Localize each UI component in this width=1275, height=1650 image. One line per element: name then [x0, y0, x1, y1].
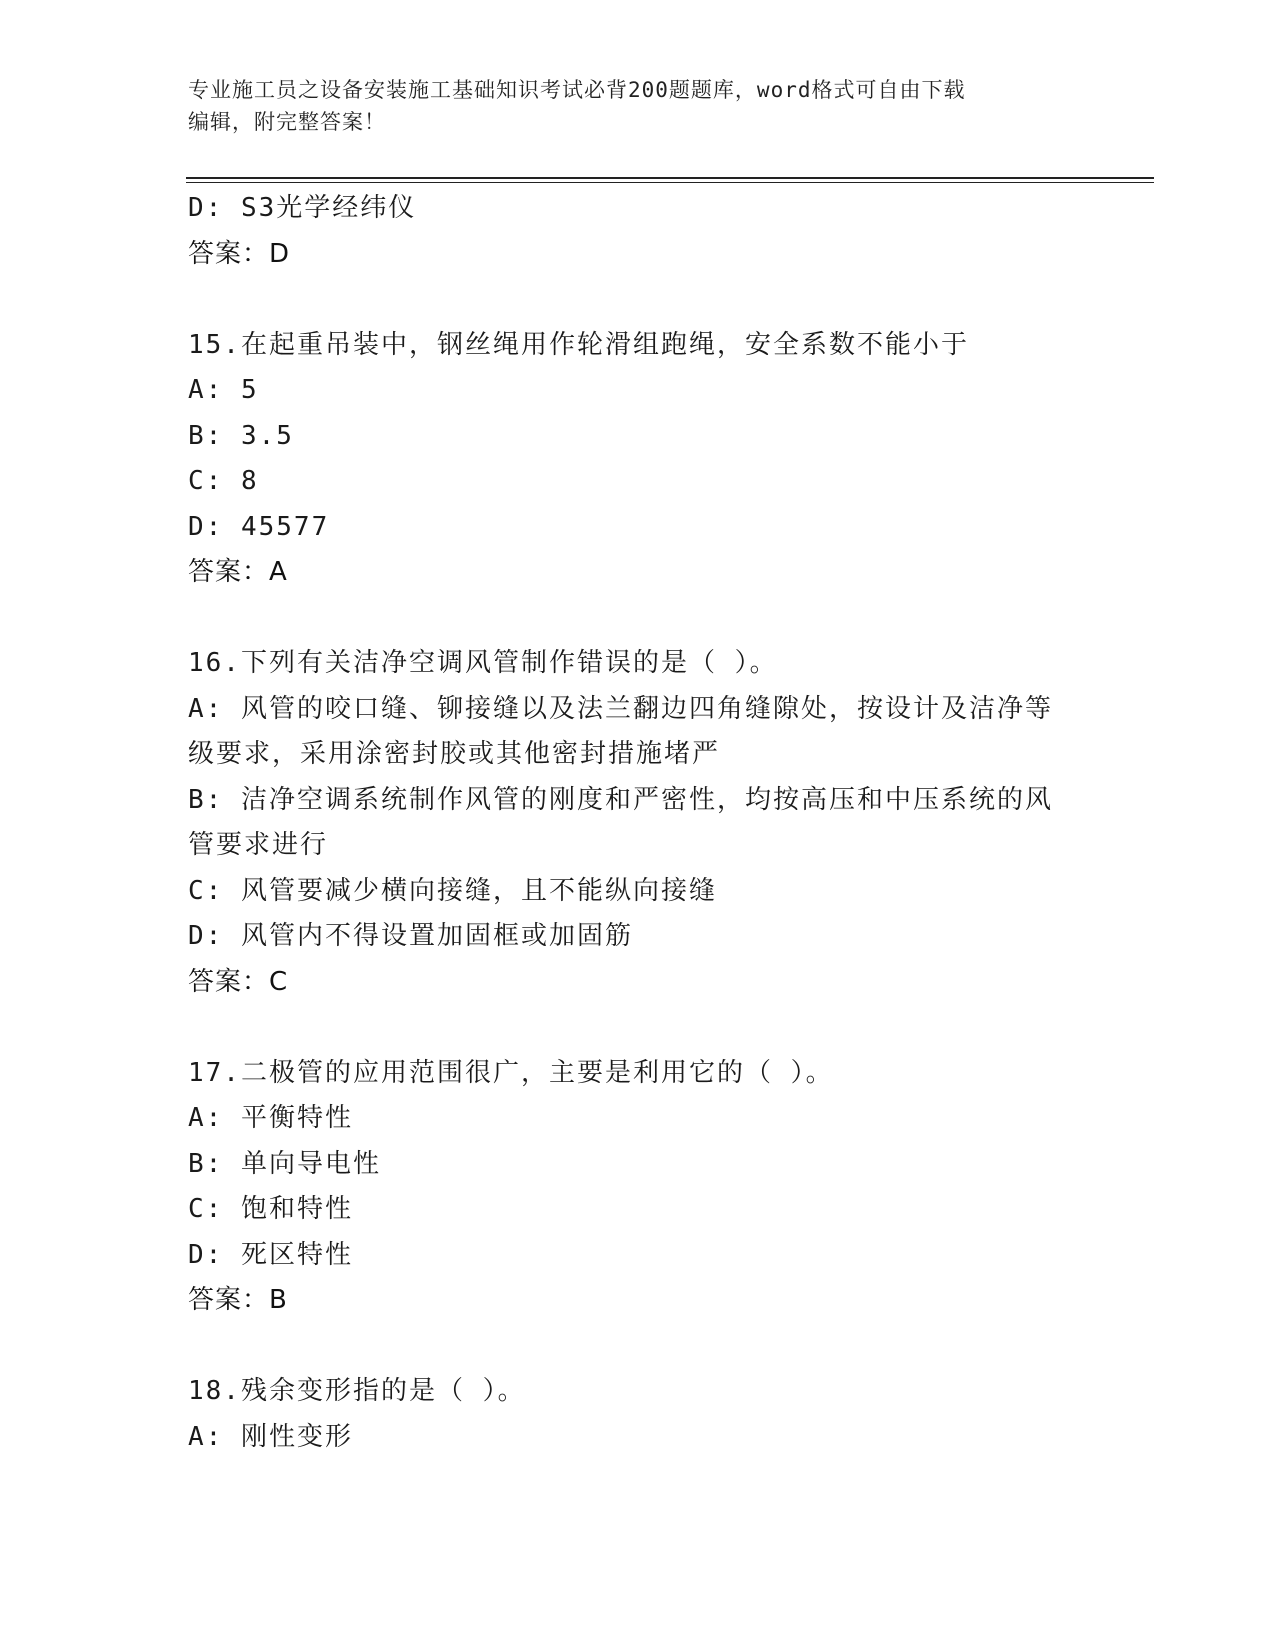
question-text: 16.下列有关洁净空调风管制作错误的是（ ）。 [188, 648, 778, 678]
question-block-18 [188, 1369, 1078, 1460]
option-a-line-1: A: 风管的咬口缝、铆接缝以及法兰翻边四角缝隙处，按设计及洁净等 [188, 693, 1053, 724]
question-list [188, 186, 1078, 1460]
option-b: B: 单向导电性 [188, 1148, 381, 1179]
question-block-15 [188, 323, 1078, 596]
option-a-line-2: 级要求，采用涂密封胶或其他密封措施堵严 [188, 739, 721, 769]
spacer [188, 1324, 1078, 1370]
spacer [188, 1005, 1078, 1051]
option-c: C: 风管要减少横向接缝，且不能纵向接缝 [188, 875, 717, 906]
question-text: 17.二极管的应用范围很广，主要是利用它的（ ）。 [188, 1057, 834, 1088]
header-divider-thick [186, 177, 1154, 179]
option-d: D: 45577 [188, 511, 330, 542]
question-text: 15.在起重吊装中，钢丝绳用作轮滑组跑绳，安全系数不能小于 [188, 329, 969, 360]
option-b: B: 3.5 [188, 420, 294, 451]
option-d: D: 风管内不得设置加固框或加固筋 [188, 921, 633, 951]
option-a: A: 5 [188, 375, 259, 405]
option-d: D: 死区特性 [188, 1239, 353, 1270]
answer-label: 答案：D [188, 238, 291, 269]
option-c: C: 饱和特性 [188, 1194, 353, 1224]
option-b-line-2: 管要求进行 [188, 830, 329, 860]
answer-label: 答案：A [188, 557, 288, 587]
question-block-14 [188, 186, 1078, 277]
question-block-16 [188, 641, 1078, 1005]
option-b-line-1: B: 洁净空调系统制作风管的刚度和严密性，均按高压和中压系统的风 [188, 784, 1053, 815]
document-header [188, 74, 1088, 138]
option-a: A: 平衡特性 [188, 1103, 353, 1133]
header-title-line-1: 专业施工员之设备安装施工基础知识考试必背200题题库，word格式可自由下载 [188, 78, 966, 102]
question-block-17 [188, 1051, 1078, 1324]
spacer [188, 596, 1078, 642]
option-c: C: 8 [188, 466, 259, 496]
answer-label: 答案：B [188, 1285, 288, 1315]
header-divider-thin [186, 182, 1154, 183]
option-a: A: 刚性变形 [188, 1421, 353, 1452]
option-d: D: S3光学经纬仪 [188, 193, 417, 223]
spacer [188, 277, 1078, 323]
header-title-line-2: 编辑，附完整答案！ [188, 110, 386, 134]
answer-label: 答案：C [188, 966, 289, 997]
question-text: 18.残余变形指的是（ ）。 [188, 1376, 526, 1406]
